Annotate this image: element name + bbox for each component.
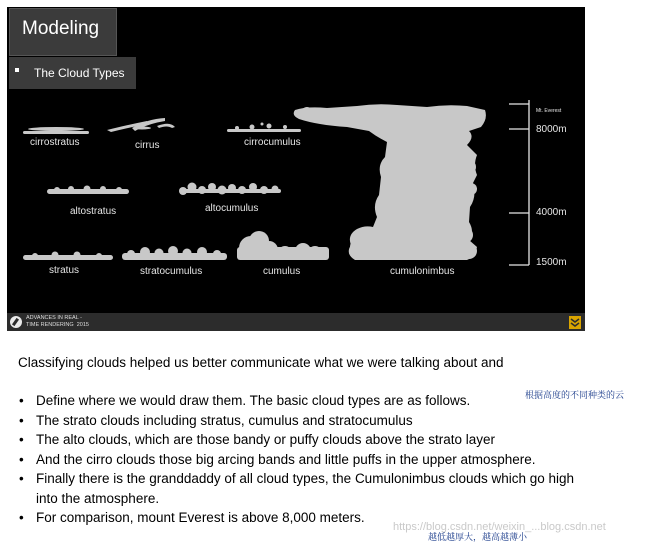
list-item: • The alto clouds, which are those bandy or puffy clouds above the strato layer: [18, 430, 578, 450]
list-item: • For comparison, mount Everest is above 8,000 meters.: [18, 508, 578, 528]
cumulus-label: cumulus: [263, 266, 301, 277]
everest-label: Mt. Everest: [536, 108, 562, 114]
altitude-4000-label: 4000m: [536, 207, 567, 218]
slide-title: Modeling: [22, 18, 100, 39]
watermark: https://blog.csdn.net/weixin_...blog.csdn.net: [393, 521, 606, 533]
altitude-1500-label: 1500m: [536, 257, 567, 268]
footer-text: ADVANCES IN REAL - TIME RENDERING 2015: [26, 315, 89, 328]
altitude-8000-label: 8000m: [536, 124, 567, 135]
cirrostratus-label: cirrostratus: [30, 137, 80, 148]
list-item: • The strato clouds including stratus, cumulus and stratocumulus: [18, 411, 578, 431]
annotation-height: 越低越厚大，越高越薄小: [428, 533, 528, 543]
stratocumulus-label: stratocumulus: [140, 266, 203, 277]
bullet-list: [18, 391, 578, 528]
list-item: • Define where we would draw them. The basic cloud types are as follows.: [18, 391, 578, 411]
cumulonimbus-label: cumulonimbus: [390, 266, 455, 277]
altostratus-label: altostratus: [70, 206, 117, 217]
cirrocumulus-label: cirrocumulus: [244, 137, 301, 148]
list-item: • Finally there is the granddaddy of all cloud types, the Cumulonimbus clouds which go high into the atmosphere.: [18, 469, 578, 508]
intro-text: Classifying clouds helped us better communicate what we were talking about and: [18, 355, 504, 370]
altocumulus-label: altocumulus: [205, 203, 259, 214]
annotation-cloud-types: 根据高度的不同种类的云: [525, 391, 625, 401]
slide-subtitle: The Cloud Types: [34, 66, 125, 80]
list-item: • And the cirro clouds those big arcing bands and little puffs in the upper atmosphere.: [18, 450, 578, 470]
cirrus-label: cirrus: [135, 140, 160, 151]
stratus-label: stratus: [49, 265, 80, 276]
